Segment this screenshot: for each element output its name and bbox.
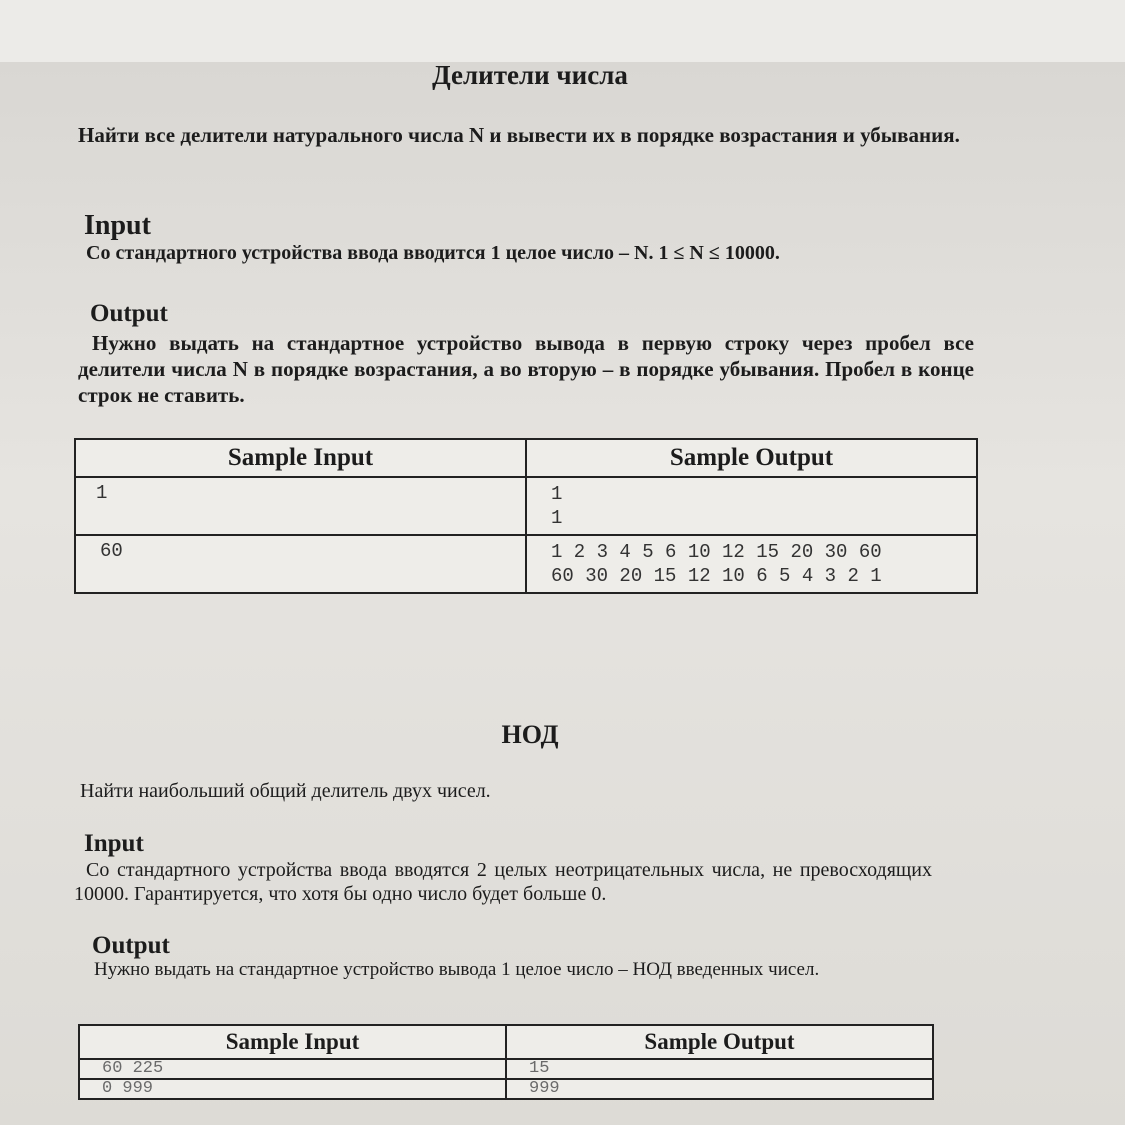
task2-input-heading: Input — [84, 830, 144, 857]
sample-output-cell — [526, 535, 977, 593]
sample-input-cell: 60 — [75, 535, 526, 593]
output-line: 1 — [551, 483, 563, 505]
task1-samples-table — [74, 438, 978, 594]
output-line: 1 2 3 4 5 6 10 12 15 20 30 60 — [551, 541, 882, 563]
task1-output-heading: Output — [90, 300, 168, 327]
sample-input-header: Sample Input — [79, 1025, 506, 1059]
task2-samples-table — [78, 1024, 934, 1100]
page-top-edge — [0, 0, 1125, 63]
sample-output-cell: 999 — [506, 1079, 933, 1099]
sample-output-cell — [526, 477, 977, 535]
task1-title: Делители числа — [432, 60, 628, 90]
sample-input-cell: 0 999 — [79, 1079, 506, 1099]
sample-output-cell: 15 — [506, 1059, 933, 1079]
task2-output-heading: Output — [92, 932, 170, 959]
task2-input-text: Со стандартного устройства ввода вводятся 2 целых неотрицательных числа, не превосходящих 10000. Гарантируется, что хотя бы одно число будет больше 0. — [74, 859, 932, 905]
table-row — [79, 1079, 933, 1099]
sample-input-cell: 1 — [75, 477, 526, 535]
task1-output-text: Нужно выдать на стандартное устройство вывода в первую строку через пробел все делители числа N в порядке возрастания, а во вторую – в порядке убывания. Пробел в конце строк не ставить. — [78, 331, 974, 407]
output-line: 1 — [551, 507, 563, 529]
sample-input-header: Sample Input — [75, 439, 526, 477]
table-row — [75, 535, 977, 593]
sample-output-header: Sample Output — [506, 1025, 933, 1059]
table-row — [75, 477, 977, 535]
task1-input-heading: Input — [84, 210, 151, 241]
table-header-row — [79, 1025, 933, 1059]
table-header-row — [75, 439, 977, 477]
table-row — [79, 1059, 933, 1079]
task2-statement: Найти наибольший общий делитель двух чисел. — [80, 780, 491, 802]
sample-input-cell: 60 225 — [79, 1059, 506, 1079]
task2-title: НОД — [501, 720, 559, 749]
sample-output-header: Sample Output — [526, 439, 977, 477]
task2-output-text: Нужно выдать на стандартное устройство вывода 1 целое число – НОД введенных чисел. — [94, 959, 820, 980]
output-line: 60 30 20 15 12 10 6 5 4 3 2 1 — [551, 565, 882, 587]
task1-statement: Найти все делители натурального числа N и вывести их в порядке возрастания и убывания. — [78, 123, 960, 147]
task1-input-text: Со стандартного устройства ввода вводится 1 целое число – N. 1 ≤ N ≤ 10000. — [86, 242, 780, 264]
